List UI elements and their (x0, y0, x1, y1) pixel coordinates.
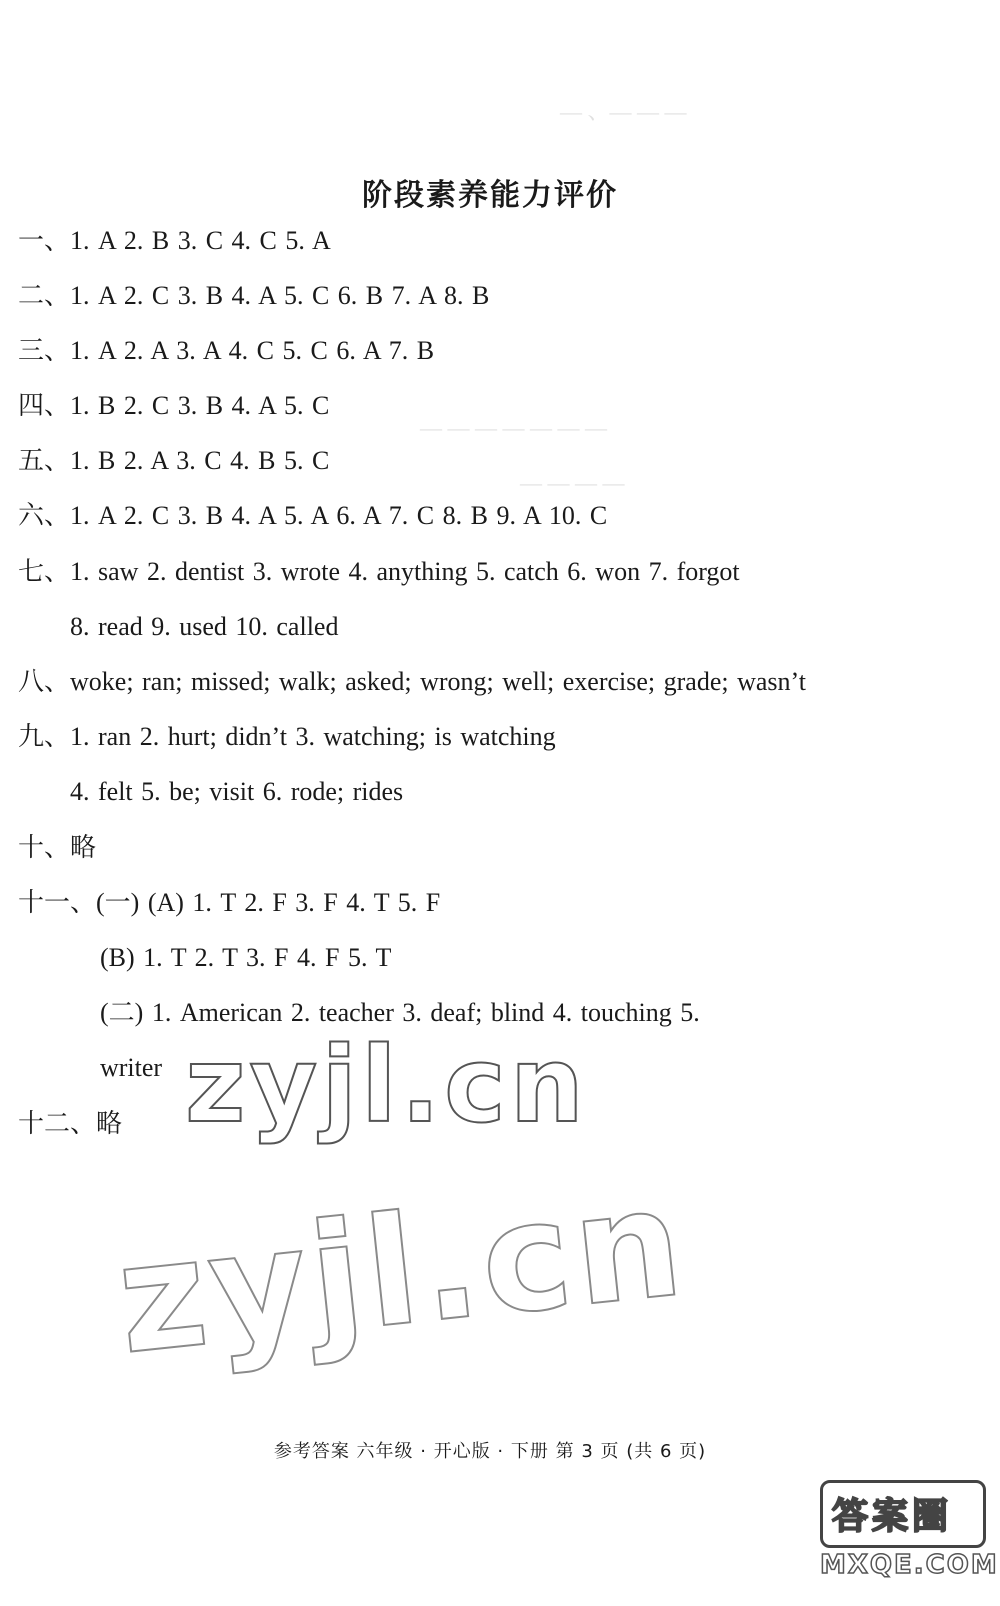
bleed-through: — — — — — — — (420, 415, 607, 440)
watermark: zyjl.cn (185, 1024, 588, 1146)
bleed-through: — — — — (520, 470, 625, 495)
answer-line-11-two: (二) 1. American 2. teacher 3. deaf; blind 4. touching 5. (100, 998, 700, 1027)
answer-line-1: 一、1. A 2. B 3. C 4. C 5. A (18, 226, 331, 256)
answer-line-11-b: (B) 1. T 2. T 3. F 4. F 5. T (100, 943, 392, 972)
answer-line-10: 十、略 (18, 833, 97, 863)
answer-line-11-two-cont: writer (100, 1053, 163, 1082)
answer-line-3: 三、1. A 2. A 3. A 4. C 5. C 6. A 7. B (18, 336, 435, 366)
answer-line-6: 六、1. A 2. C 3. B 4. A 5. A 6. A 7. C 8. B 9. A 10. C (18, 501, 608, 531)
bleed-through: — 、— — — (560, 99, 687, 124)
answer-line-9-cont: 4. felt 5. be; visit 6. rode; rides (70, 777, 404, 806)
answer-line-5: 五、1. B 2. A 3. C 4. B 5. C (18, 446, 330, 476)
logo-text-cn: 答案圈 (832, 1496, 953, 1537)
page-title: 阶段素养能力评价 (362, 178, 618, 213)
logo-text-en: MXQE.COM (820, 1550, 999, 1580)
answer-line-7: 七、1. saw 2. dentist 3. wrote 4. anything 5. catch 6. won 7. forgot (18, 557, 740, 587)
answer-line-8: 八、woke; ran; missed; walk; asked; wrong; well; exercise; grade; wasn’t (18, 667, 806, 697)
answer-line-12: 十二、略 (18, 1109, 123, 1139)
answer-line-7-cont: 8. read 9. used 10. called (70, 612, 339, 641)
answer-line-4: 四、1. B 2. C 3. B 4. A 5. C (18, 391, 330, 421)
site-logo (820, 1480, 999, 1590)
answer-line-2: 二、1. A 2. C 3. B 4. A 5. C 6. B 7. A 8. B (18, 281, 490, 311)
answer-line-9: 九、1. ran 2. hurt; didn’t 3. watching; is watching (18, 722, 556, 752)
watermark-large: zyjl.cn (110, 1155, 694, 1389)
page-footer: 参考答案 六年级 · 开心版 · 下册 第 3 页 (共 6 页) (273, 1441, 707, 1462)
answer-line-11: 十一、(一) (A) 1. T 2. F 3. F 4. T 5. F (18, 888, 441, 918)
